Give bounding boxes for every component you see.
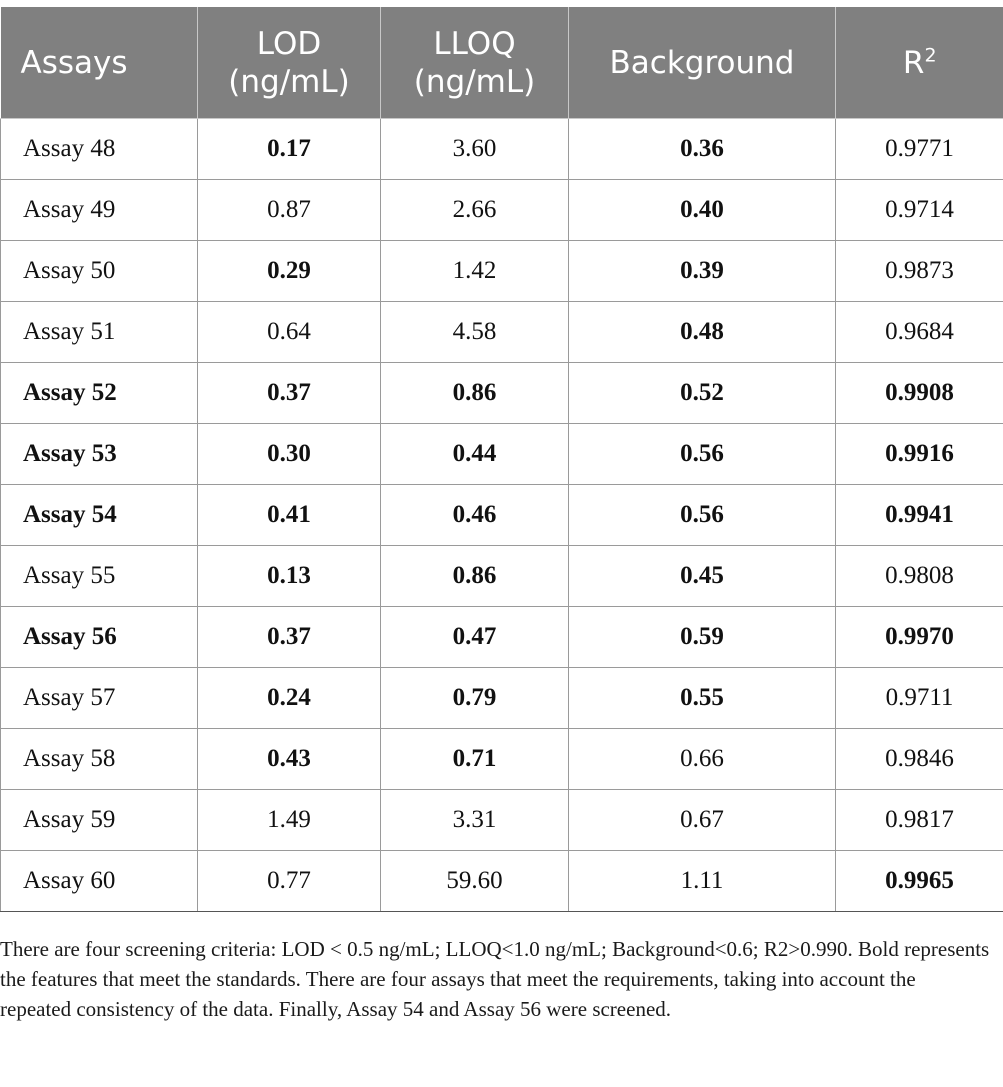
cell-assay: Assay 56 <box>1 607 198 668</box>
header-lloq-unit: (ng/mL) <box>413 63 536 100</box>
cell-assay: Assay 58 <box>1 729 198 790</box>
header-r-squared-exponent: 2 <box>924 44 937 67</box>
cell-background: 0.36 <box>569 119 836 180</box>
cell-lloq: 4.58 <box>381 302 569 363</box>
cell-r-squared: 0.9941 <box>836 485 1003 546</box>
table-row <box>1 668 1003 729</box>
cell-background: 0.56 <box>569 424 836 485</box>
cell-lod: 0.77 <box>198 851 381 912</box>
cell-background: 0.48 <box>569 302 836 363</box>
table-row <box>1 729 1003 790</box>
cell-lod: 0.13 <box>198 546 381 607</box>
cell-r-squared: 0.9711 <box>836 668 1003 729</box>
cell-assay: Assay 60 <box>1 851 198 912</box>
cell-r-squared: 0.9965 <box>836 851 1003 912</box>
header-background <box>569 7 836 119</box>
cell-background: 0.45 <box>569 546 836 607</box>
cell-background: 0.67 <box>569 790 836 851</box>
cell-lloq: 0.44 <box>381 424 569 485</box>
cell-lloq: 1.42 <box>381 241 569 302</box>
assay-results-table <box>0 7 1003 912</box>
cell-background: 0.59 <box>569 607 836 668</box>
cell-r-squared: 0.9808 <box>836 546 1003 607</box>
header-background-label: Background <box>609 44 795 81</box>
table-row <box>1 302 1003 363</box>
cell-assay: Assay 50 <box>1 241 198 302</box>
header-r-squared-base: R <box>902 44 925 81</box>
table-body <box>1 119 1003 912</box>
cell-background: 0.66 <box>569 729 836 790</box>
header-lod-unit: (ng/mL) <box>228 63 350 100</box>
cell-background: 0.40 <box>569 180 836 241</box>
table-row <box>1 546 1003 607</box>
table-row <box>1 851 1003 912</box>
cell-lod: 0.64 <box>198 302 381 363</box>
table-row <box>1 119 1003 180</box>
cell-lloq: 0.47 <box>381 607 569 668</box>
cell-r-squared: 0.9970 <box>836 607 1003 668</box>
cell-lloq: 3.60 <box>381 119 569 180</box>
table-row <box>1 241 1003 302</box>
cell-assay: Assay 48 <box>1 119 198 180</box>
cell-r-squared: 0.9916 <box>836 424 1003 485</box>
table-row <box>1 607 1003 668</box>
cell-assay: Assay 51 <box>1 302 198 363</box>
cell-r-squared: 0.9873 <box>836 241 1003 302</box>
cell-r-squared: 0.9846 <box>836 729 1003 790</box>
cell-background: 0.56 <box>569 485 836 546</box>
cell-lod: 0.24 <box>198 668 381 729</box>
table-row <box>1 180 1003 241</box>
cell-background: 1.11 <box>569 851 836 912</box>
cell-assay: Assay 57 <box>1 668 198 729</box>
header-lod-label: LOD <box>256 25 322 62</box>
table-row <box>1 485 1003 546</box>
cell-assay: Assay 49 <box>1 180 198 241</box>
header-lloq <box>381 7 569 119</box>
results-table-container <box>0 7 1003 912</box>
cell-lloq: 2.66 <box>381 180 569 241</box>
cell-r-squared: 0.9908 <box>836 363 1003 424</box>
header-r-squared <box>836 7 1003 119</box>
cell-lloq: 0.46 <box>381 485 569 546</box>
cell-assay: Assay 59 <box>1 790 198 851</box>
cell-assay: Assay 53 <box>1 424 198 485</box>
header-assays <box>1 7 198 119</box>
cell-lod: 0.41 <box>198 485 381 546</box>
cell-lod: 1.49 <box>198 790 381 851</box>
cell-background: 0.39 <box>569 241 836 302</box>
cell-lod: 0.17 <box>198 119 381 180</box>
cell-lloq: 0.71 <box>381 729 569 790</box>
cell-lloq: 0.79 <box>381 668 569 729</box>
cell-background: 0.52 <box>569 363 836 424</box>
cell-r-squared: 0.9771 <box>836 119 1003 180</box>
cell-lloq: 3.31 <box>381 790 569 851</box>
cell-lod: 0.37 <box>198 607 381 668</box>
table-footnote: There are four screening criteria: LOD < 0.5 ng/mL; LLOQ<1.0 ng/mL; Background<0.6; R2>0.990. Bold represents the features that meet the standards. There are four assays that meet the requirements, taking into account the repeated consistency of the data. Finally, Assay 54 and Assay 56 were screened. <box>0 937 990 1021</box>
cell-lod: 0.87 <box>198 180 381 241</box>
header-lloq-label: LLOQ <box>433 25 516 62</box>
cell-assay: Assay 52 <box>1 363 198 424</box>
cell-lod: 0.43 <box>198 729 381 790</box>
cell-lloq: 0.86 <box>381 546 569 607</box>
cell-assay: Assay 54 <box>1 485 198 546</box>
cell-lod: 0.29 <box>198 241 381 302</box>
cell-lod: 0.37 <box>198 363 381 424</box>
cell-r-squared: 0.9817 <box>836 790 1003 851</box>
cell-lloq: 0.86 <box>381 363 569 424</box>
cell-r-squared: 0.9684 <box>836 302 1003 363</box>
table-row <box>1 424 1003 485</box>
header-row <box>1 7 1003 119</box>
cell-background: 0.55 <box>569 668 836 729</box>
cell-r-squared: 0.9714 <box>836 180 1003 241</box>
cell-lod: 0.30 <box>198 424 381 485</box>
cell-lloq: 59.60 <box>381 851 569 912</box>
cell-assay: Assay 55 <box>1 546 198 607</box>
header-assays-label: Assays <box>20 44 128 81</box>
header-lod <box>198 7 381 119</box>
table-row <box>1 790 1003 851</box>
table-row <box>1 363 1003 424</box>
